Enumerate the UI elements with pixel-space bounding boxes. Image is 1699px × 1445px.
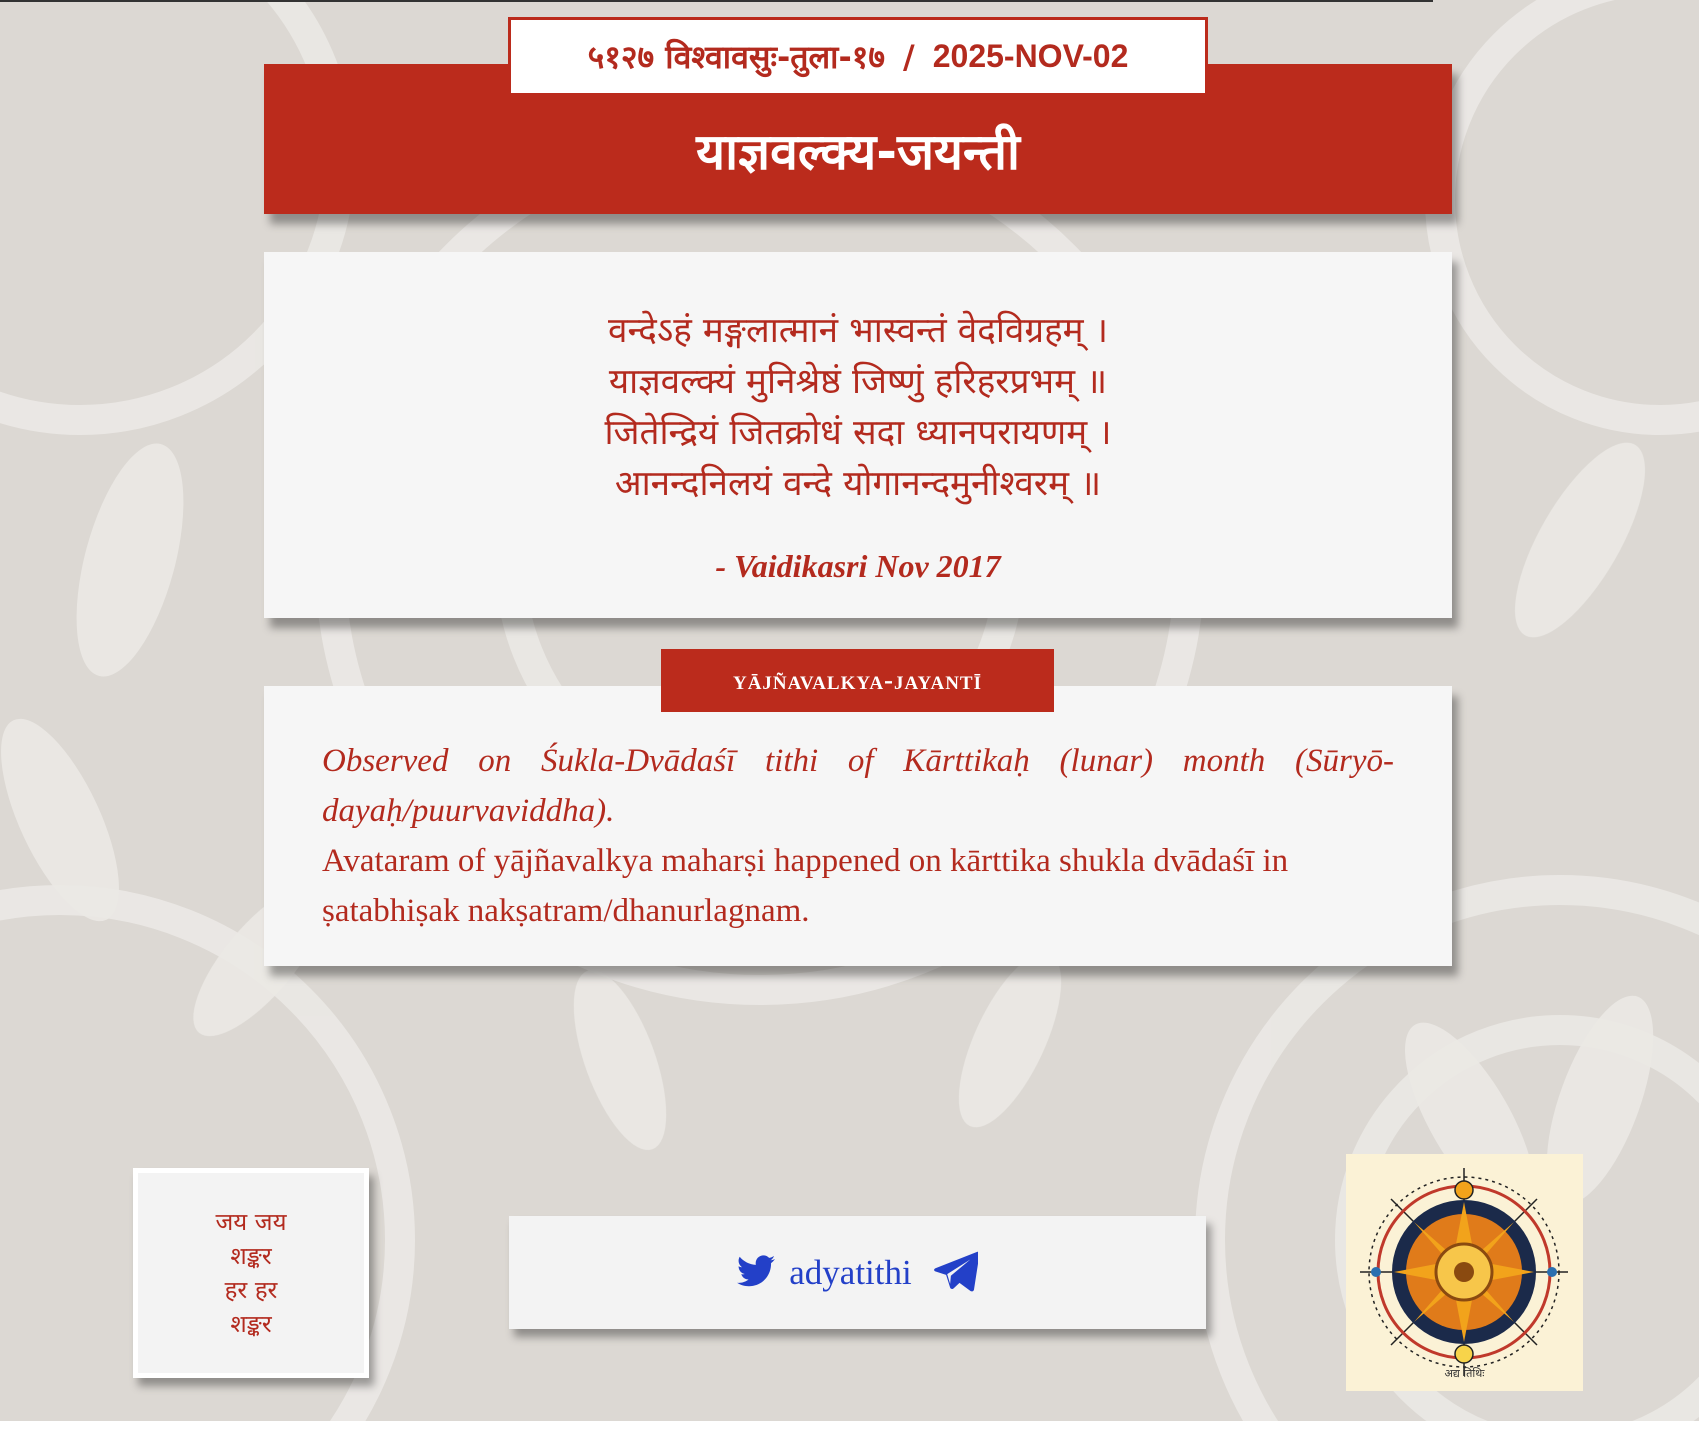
shloka-attribution: - Vaidikasri Nov 2017 — [715, 548, 1001, 584]
logo-caption: अद्य तिथिः — [1444, 1367, 1485, 1380]
jaya-line: जय जय — [215, 1208, 287, 1236]
date-devanagari: ५१२७ विश्वावसुः-तुला-१७ — [587, 38, 886, 76]
observance-text: Observed on Śukla-Dvādaśī tithi of Kārttikaḥ (lunar) month (Sūryō-dayaḥ/puurvaviddha). — [322, 743, 1394, 829]
bottom-strip — [0, 1421, 1699, 1445]
shloka-line: याज्ञवल्क्यं मुनिश्रेष्ठं जिष्णुं हरिहरप्रभम् ॥ — [608, 362, 1108, 402]
jaya-line: हर हर — [224, 1276, 278, 1304]
social-handle-link[interactable]: adyatithi — [789, 1252, 912, 1292]
telegram-icon[interactable] — [934, 1250, 978, 1296]
jaya-line: शङ्कर — [230, 1310, 272, 1338]
shloka-line: आनन्दनिलयं वन्दे योगानन्दमुनीश्वरम् ॥ — [614, 464, 1102, 504]
festival-label-tag: yājñavalkya-jayantī — [661, 649, 1054, 712]
jaya-text — [138, 1205, 364, 1341]
description-body — [322, 736, 1394, 936]
shloka-line: वन्देऽहं मङ्गलात्मानं भास्वन्तं वेदविग्रहम् । — [608, 311, 1108, 351]
description-text: Avataram of yājñavalkya maharṣi happened on kārttika shukla dvādaśī in ṣatabhiṣak nakṣatram/dhanurlagnam. — [322, 843, 1289, 929]
top-border-line — [0, 0, 1433, 2]
adyatithi-logo — [1346, 1154, 1583, 1391]
shloka-panel — [264, 252, 1452, 618]
shloka-text — [264, 306, 1452, 510]
social-links-box — [509, 1216, 1206, 1329]
jaya-line: शङ्कर — [230, 1242, 272, 1270]
date-gregorian: 2025-NOV-02 — [932, 38, 1129, 74]
shloka-line: जितेन्द्रियं जितक्रोधं सदा ध्यानपरायणम् । — [604, 413, 1112, 453]
description-panel — [264, 686, 1452, 966]
adyatithi-logo-icon — [1346, 1154, 1583, 1391]
twitter-icon[interactable] — [737, 1255, 775, 1291]
jaya-shankara-box — [133, 1168, 369, 1378]
page-title: याज्ञवल्क्य-जयन्ती — [696, 123, 1020, 181]
date-box — [508, 17, 1208, 96]
date-separator: / — [903, 37, 915, 76]
